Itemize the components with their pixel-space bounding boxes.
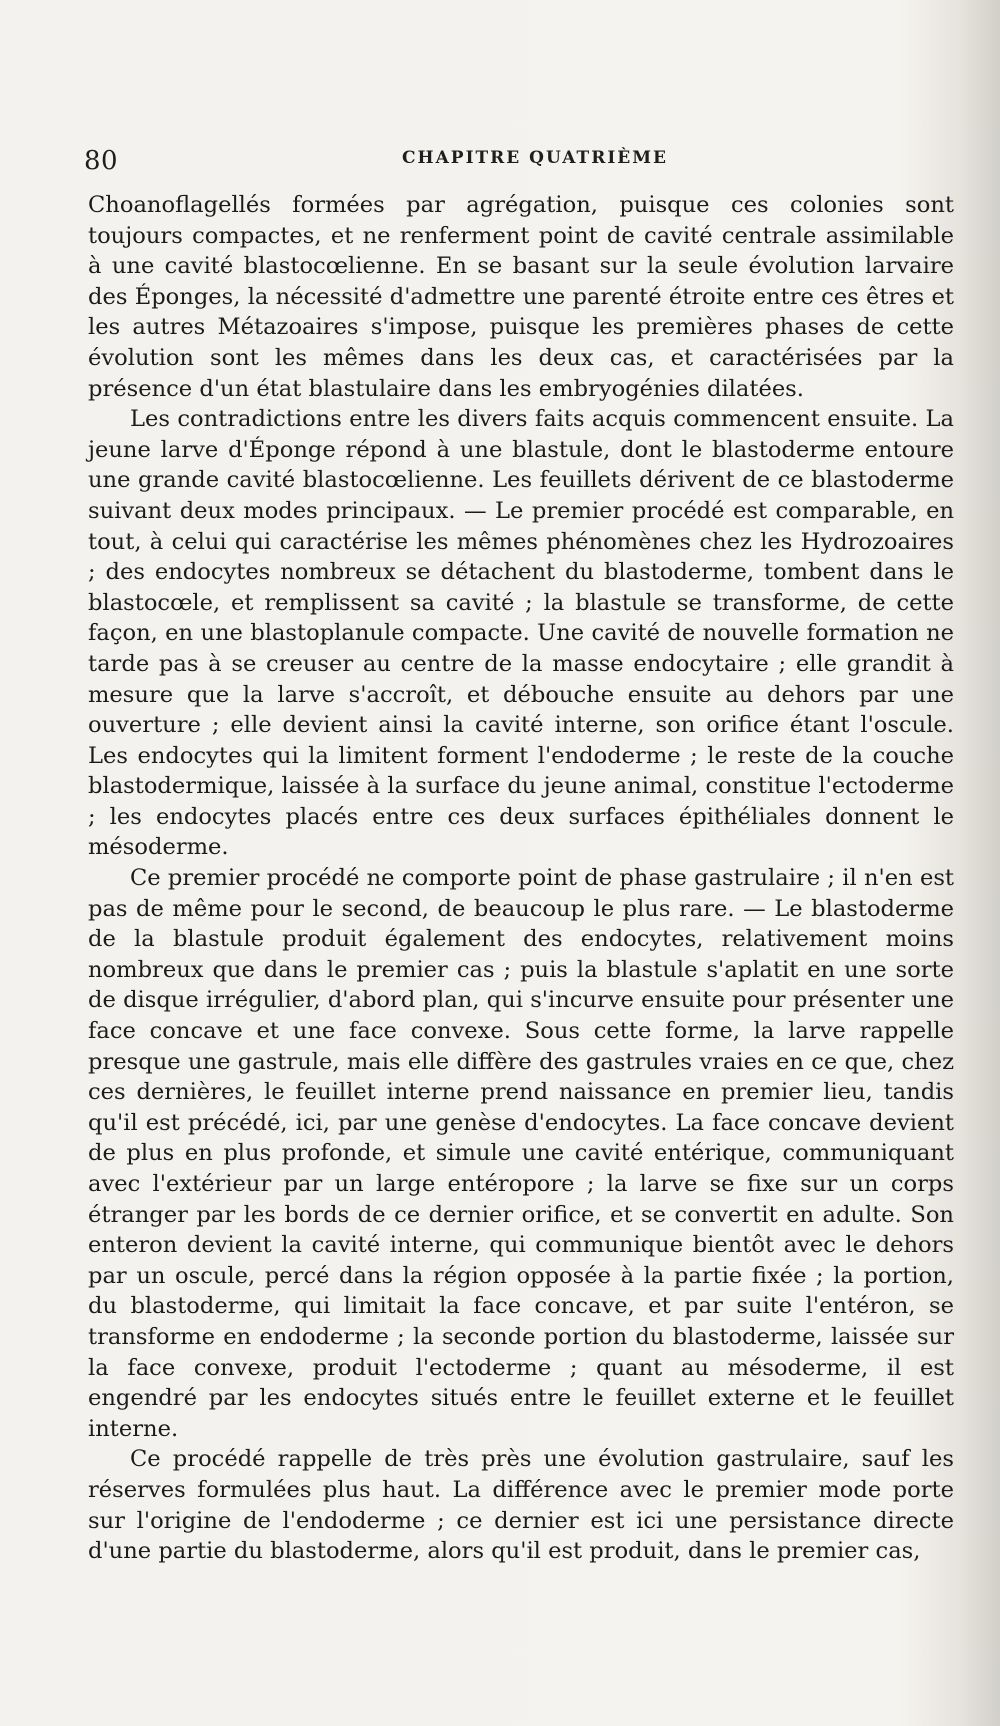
paragraph: Les contradictions entre les divers faits acquis commencent ensuite. La jeune larve d'Éponge répond à une blastule, dont le blastoderme entoure une grande cavité blastocœlienne. Les feuillets dérivent de ce blastoderme suivant deux modes principaux. — Le premier procédé est comparable, en tout, à celui qui caractérise les mêmes phénomènes chez les Hydrozoaires ; des endocytes nombreux se détachent du blastoderme, tombent dans le blastocœle, et remplissent sa cavité ; la blastule se transforme, de cette façon, en une blastoplanule compacte. Une cavité de nouvelle formation ne tarde pas à se creuser au centre de la masse endocytaire ; elle grandit à mesure que la larve s'accroît, et débouche ensuite au dehors par une ouverture ; elle devient ainsi la cavité interne, son orifice étant l'oscule. Les endocytes qui la limitent forment l'endoderme ; le reste de la couche blastodermique, laissée à la surface du jeune animal, constitue l'ectoderme ; les endocytes placés entre ces deux surfaces épithéliales donnent le mésoderme. bbox=[88, 406, 954, 861]
paragraph: Ce procédé rappelle de très près une évolution gastrulaire, sauf les réserves formulées plus haut. La différence avec le premier mode porte sur l'origine de l'endoderme ; ce dernier est ici une persistance directe d'une partie du blastoderme, alors qu'il est produit, dans le premier cas, bbox=[88, 1446, 954, 1565]
page-header bbox=[84, 146, 960, 186]
page-number: 80 bbox=[84, 146, 119, 176]
body-text bbox=[88, 190, 954, 1567]
paragraph: Ce premier procédé ne comporte point de phase gastrulaire ; il n'en est pas de même pour le second, de beaucoup le plus rare. — Le blastoderme de la blastule produit également des endocytes, relativement moins nombreux que dans le premier cas ; puis la blastule s'aplatit en une sorte de disque irrégulier, d'abord plan, qui s'incurve ensuite pour présenter une face concave et une face convexe. Sous cette forme, la larve rappelle presque une gastrule, mais elle diffère des gastrules vraies en ce que, chez ces dernières, le feuillet interne prend naissance en premier lieu, tandis qu'il est précédé, ici, par une genèse d'endocytes. La face concave devient de plus en plus profonde, et simule une cavité entérique, communiquant avec l'extérieur par un large entéropore ; la larve se fixe sur un corps étranger par les bords de ce dernier orifice, et se convertit en adulte. Son enteron devient la cavité interne, qui communique bientôt avec le dehors par un oscule, percé dans la région opposée à la partie fixée ; la portion, du blastoderme, qui limitait la face concave, et par suite l'entéron, se transforme en endoderme ; la seconde portion du blastoderme, laissée sur la face convexe, produit l'ectoderme ; quant au mésoderme, il est engendré par les endocytes situés entre le feuillet externe et le feuillet interne. bbox=[88, 865, 954, 1442]
running-head: CHAPITRE QUATRIÈME bbox=[402, 148, 669, 168]
paragraph: Choanoflagellés formées par agrégation, puisque ces colonies sont toujours compactes, et ne renferment point de cavité centrale assimilable à une cavité blastocœlienne. En se basant sur la seule évolution larvaire des Éponges, la nécessité d'admettre une parenté étroite entre ces êtres et les autres Métazoaires s'impose, puisque les premières phases de cette évolution sont les mêmes dans les deux cas, et caractérisées par la présence d'un état blastulaire dans les embryogénies dilatées. bbox=[88, 192, 954, 402]
